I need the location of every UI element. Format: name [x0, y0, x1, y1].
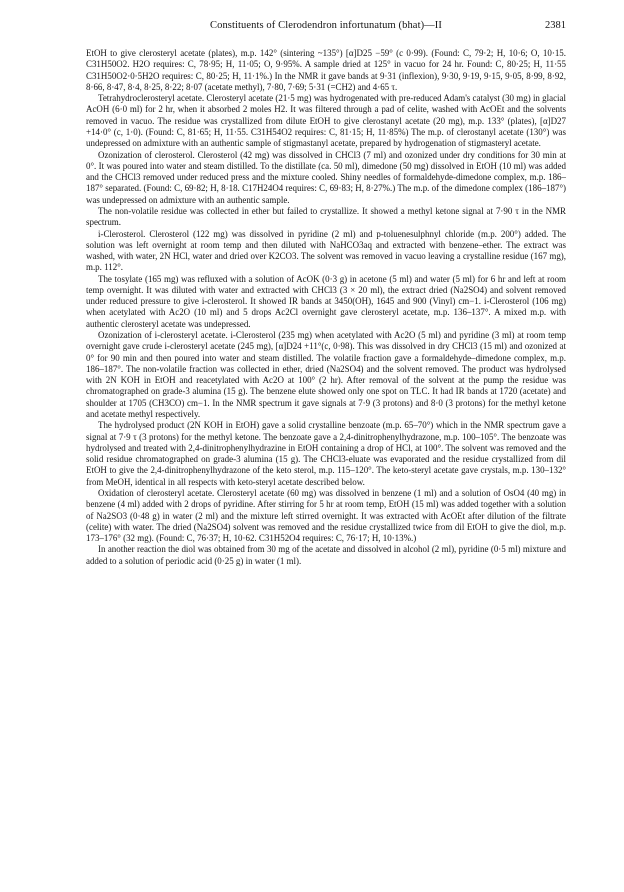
paragraph-hydrolysed-product: The hydrolysed product (2N KOH in EtOH) gave a solid crystalline benzoate (m.p. 65–70°) which in the NMR spectrum gave a signal at 7·9 τ (3 protons) for the methyl ketone. The benzoate gave a 2,4-dinitrophenylhydrazone, m.p. 100–105°. The benzoate was hydrolysed and treated with 2,4-dinitrophenylhydrazine in EtOH containing a drop of HCl, at 100°. The solvent was removed and the solid residue chromatographed on grade-3 alumina (15 g). The CHCl3-eluate was evaporated and the residue crystallized from dil EtOH to give the 2,4-dinitrophenylhydrazone of the keto sterol, m.p. 115–120°. The keto-steryl acetate gave crystals, m.p. 130–132° from MeOH, identical in all respects with keto-steryl acetate described below. — [86, 420, 566, 487]
paragraph-i-clerosterol: i-Clerosterol. Clerosterol (122 mg) was dissolved in pyridine (2 ml) and p-toluenesulphnyl chloride (m.p. 200°) added. The solution was left overnight at room temp and then diluted with NaHCO3aq and extracted with benzene–ether. The extract was washed, with water, 2N HCl, water and dried over K2CO3. The solvent was removed in vacuo leaving a crystalline residue (167 mg), m.p. 112°. — [86, 228, 566, 273]
paragraph-tosylate: The tosylate (165 mg) was refluxed with a solution of AcOK (0·3 g) in acetone (5 ml) and water (5 ml) for 6 hr and left at room temp overnight. It was diluted with water and extracted with CHCl3 (3 × 20 ml), the extract dried (Na2SO4) and solvent removed under reduced pressure to give i-clerosterol. It showed IR bands at 3450(OH), 1645 and 900 (Vinyl) cm−1. i-Clerosterol (106 mg) when acetylated with Ac2O (10 ml) and 5 drops Ac2Cl overnight gave clerosteryl acetate, m.p. 136–137°. A mixed m.p. with authentic clerosteryl acetate was undepressed. — [86, 273, 566, 329]
paragraph-non-volatile-residue: The non-volatile residue was collected in ether but failed to crystallize. It showed a methyl ketone signal at 7·90 τ in the NMR spectrum. — [86, 205, 566, 228]
paragraph-tetrahydroclerosteryl-acetate: Tetrahydroclerosteryl acetate. Clerosteryl acetate (21·5 mg) was hydrogenated with pre-reduced Adam's catalyst (30 mg) in glacial AcOH (6·0 ml) for 2 hr, when it absorbed 2 moles H2. It was filtered through a pad of celite, washed with AcOEt and the solvents removed in vacuo. The residue was crystallized from dilute EtOH to give clerostanyl acetate (20 mg), m.p. 133° (plates), [α]D27 +14·0° (c, 1·0). (Found: C, 81·65; H, 11·55. C31H54O2 requires: C, 81·15; H, 11·85%) The m.p. of clerostanyl acetate (130°) was undepressed on admixture with an authentic sample of stigmastanyl acetate, prepared by hydrogenation of stigmasteryl acetate. — [86, 93, 566, 149]
article-body — [86, 48, 566, 567]
paragraph-clerosteryl-acetate: EtOH to give clerosteryl acetate (plates), m.p. 142° (sintering ~135°) [α]D25 −59° (c 0·99). (Found: C, 79·2; H, 10·6; O, 10·15. C31H50O2. H2O requires: C, 78·95; H, 11·05; O, 9·95%. A sample dried at 125° in vacuo for 24 hr. Found: C, 80·25; H, 11·55 C31H50O2·0·5H2O requires: C, 80·25; H, 11·1%.) In the NMR it gave bands at 9·31 (inflexion), 9·30, 9·19, 9·15, 9·05, 8·99, 8·92, 8·66, 8·47, 8·4, 8·25, 8·22; 8·07 (acetate methyl), 7·80, 7·69; 5·31 (=CH2) and 4·65 τ. — [86, 48, 566, 92]
journal-title: Constituents of Clerodendron infortunatum (bhat)—II — [210, 20, 442, 31]
paragraph-ozonization-clerosterol: Ozonization of clerosterol. Clerosterol (42 mg) was dissolved in CHCl3 (7 ml) and ozonized under dry conditions for 30 min at 0°. It was poured into water and steam distilled. To the distillate (ca. 50 ml), dimedone (50 mg) dissolved in EtOH (10 ml) was added and the CHCl3 removed under reduced press and the mixture cooled. Shiny needles of formaldehyde-dimedone complex, m.p. 186–187° separated. (Found: C, 69·82; H, 8·18. C17H24O4 requires: C, 69·83; H, 8·27%.) The m.p. of the dimedone complex (186–187°) was undepressed on admixture with an authentic sample. — [86, 149, 566, 205]
running-header — [86, 20, 566, 42]
paragraph-ozonization-i-clerosteryl-acetate: Ozonization of i-clerosteryl acetate. i-Clerosterol (235 mg) when acetylated with Ac2O (5 ml) and pyridine (3 ml) at room temp overnight gave crude i-clerosteryl acetate (245 mg), [α]D24 +11°(c, 0·98). This was dissolved in dry CHCl3 (15 ml) and ozonized at 0° for 90 min and then poured into water and steam distilled. The volatile fraction gave a formaldehyde–dimedone complex, m.p. 186–187°. The non-volatile fraction was collected in ether, dried (Na2SO4) and the solvent removed. The product was hydrolysed with 2N KOH in EtOH and reacetylated with Ac2O at 100° (2 hr). After removal of the solvent at the pump the residue was chromatographed on grade-3 alumina (15 g). The benzene elute showed only one spot on TLC. It had IR bands at 1720 (acetate) and shoulder at 1705 (CH3CO) cm−1. In the NMR spectrum it gave signals at 7·9 (3 protons) and 8·0 (3 protons) for the methyl ketone and acetate methyl respectively. — [86, 330, 566, 419]
paragraph-oxidation-clerosteryl-acetate: Oxidation of clerosteryl acetate. Clerosteryl acetate (60 mg) was dissolved in benzene (1 ml) and a solution of OsO4 (40 mg) in benzene (4 ml) added with 2 drops of pyridine. After stirring for 5 hr at room temp, EtOH (15 ml) was added together with a solution of Na2SO3 (0·48 g) in water (2 ml) and the mixture left stirred overnight. It was extracted with AcOEt after dilution of the filtrate (celite) with water. The dried (Na2SO4) solvent was removed and the residue crystallized twice from dil EtOH to give the diol, m.p. 173–176° (32 mg). (Found: C, 76·37; H, 10·62. C31H52O4 requires: C, 76·17; H, 10·13%.) — [86, 487, 566, 544]
page-number: 2381 — [545, 20, 566, 31]
paragraph-diol-reaction: In another reaction the diol was obtained from 30 mg of the acetate and dissolved in alcohol (2 ml), pyridine (0·5 ml) mixture and added to a solution of periodic acid (0·25 g) in water (1 ml). — [86, 544, 566, 566]
